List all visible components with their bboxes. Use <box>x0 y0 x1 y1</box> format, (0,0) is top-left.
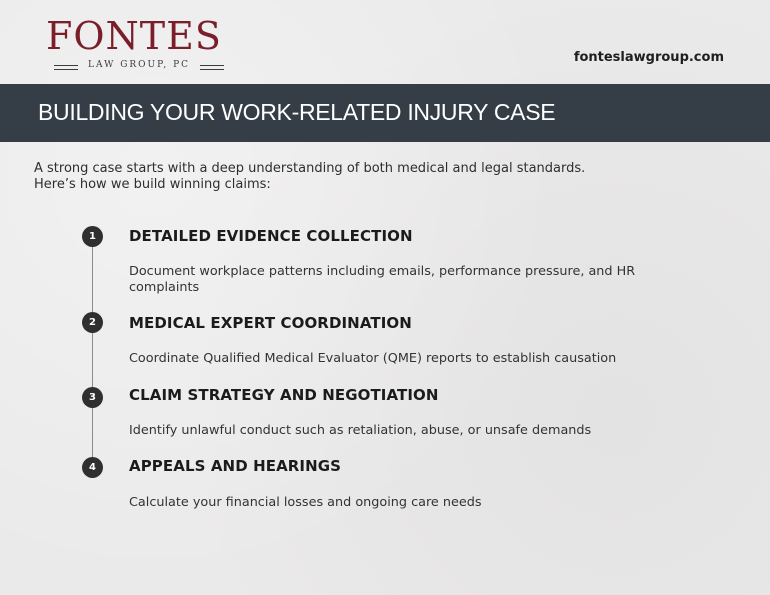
intro-line-2: Here’s how we build winning claims: <box>34 177 271 192</box>
step-description: Document workplace patterns including emails, performance pressure, and HR complaints <box>129 264 636 295</box>
logo-wordmark: FONTES <box>46 14 222 58</box>
page-title: BUILDING YOUR WORK-RELATED INJURY CASE <box>38 99 556 125</box>
intro-line-1: A strong case starts with a deep understanding of both medical and legal standards. <box>34 161 586 176</box>
step-title: CLAIM STRATEGY AND NEGOTIATION <box>129 386 439 404</box>
logo-rule-left <box>54 65 78 70</box>
step-title: MEDICAL EXPERT COORDINATION <box>129 314 412 332</box>
title-banner <box>0 84 770 142</box>
logo-subtitle-text: LAW GROUP, PC <box>87 60 191 70</box>
logo-subtitle <box>46 60 232 70</box>
step-title: APPEALS AND HEARINGS <box>129 457 342 475</box>
step-description: Coordinate Qualified Medical Evaluator (QME) reports to establish causation <box>129 351 617 366</box>
step-title: DETAILED EVIDENCE COLLECTION <box>129 227 413 245</box>
timeline-connector <box>92 246 93 468</box>
step-number-badge: 1 <box>82 226 103 247</box>
step-number-badge: 3 <box>82 387 103 408</box>
step-number-badge: 2 <box>82 312 103 333</box>
intro-text <box>34 161 674 193</box>
step-number-badge: 4 <box>82 457 103 478</box>
logo-rule-right <box>200 65 224 70</box>
step-description: Calculate your financial losses and ongoing care needs <box>129 495 482 510</box>
firm-logo[interactable] <box>46 16 246 70</box>
website-link[interactable]: fonteslawgroup.com <box>573 50 724 65</box>
step-description: Identify unlawful conduct such as retaliation, abuse, or unsafe demands <box>129 423 592 438</box>
